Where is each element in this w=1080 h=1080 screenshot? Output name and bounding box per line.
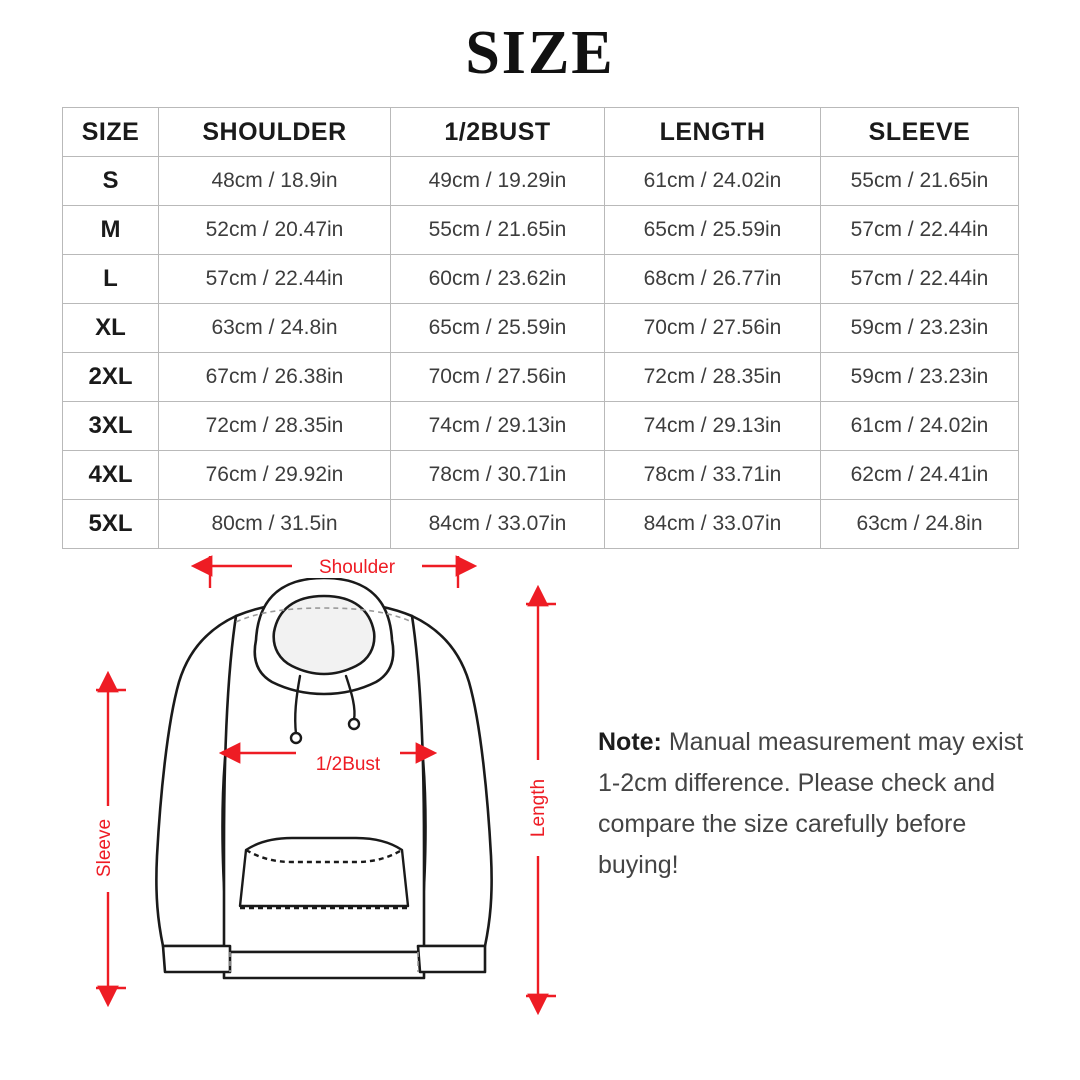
table-header (63, 108, 1019, 157)
note-text: Manual measurement may exist 1-2cm difference. Please check and compare the size carefully before buying! (598, 728, 1024, 879)
cell-size: 4XL (63, 451, 159, 500)
note-block (598, 722, 1028, 886)
cell-size: XL (63, 304, 159, 353)
cell-bust: 49cm / 19.29in (391, 157, 605, 206)
cell-bust: 84cm / 33.07in (391, 500, 605, 549)
measurement-diagram (60, 548, 590, 1018)
cell-bust: 65cm / 25.59in (391, 304, 605, 353)
hoodie-hood (255, 578, 393, 694)
table-header-row (63, 108, 1019, 157)
table-row (63, 500, 1019, 549)
cell-shoulder: 76cm / 29.92in (159, 451, 391, 500)
table-row (63, 353, 1019, 402)
cell-length: 70cm / 27.56in (605, 304, 821, 353)
cell-length: 74cm / 29.13in (605, 402, 821, 451)
cell-shoulder: 48cm / 18.9in (159, 157, 391, 206)
sleeve-label: Sleeve (94, 818, 115, 878)
cell-shoulder: 57cm / 22.44in (159, 255, 391, 304)
cell-bust: 60cm / 23.62in (391, 255, 605, 304)
cell-length: 68cm / 26.77in (605, 255, 821, 304)
cell-shoulder: 80cm / 31.5in (159, 500, 391, 549)
cell-shoulder: 63cm / 24.8in (159, 304, 391, 353)
table-row (63, 402, 1019, 451)
cell-sleeve: 57cm / 22.44in (821, 255, 1019, 304)
column-header-bust: 1/2BUST (391, 108, 605, 157)
cell-size: M (63, 206, 159, 255)
hoodie-illustration (60, 548, 590, 1018)
cell-length: 65cm / 25.59in (605, 206, 821, 255)
size-chart-table-container (62, 107, 1018, 549)
cell-bust: 74cm / 29.13in (391, 402, 605, 451)
cell-size: 2XL (63, 353, 159, 402)
cell-bust: 55cm / 21.65in (391, 206, 605, 255)
column-header-sleeve: SLEEVE (821, 108, 1019, 157)
bust-label: 1/2Bust (315, 754, 381, 775)
cell-size: 3XL (63, 402, 159, 451)
table-row (63, 206, 1019, 255)
cell-sleeve: 55cm / 21.65in (821, 157, 1019, 206)
table-row (63, 304, 1019, 353)
cell-sleeve: 59cm / 23.23in (821, 353, 1019, 402)
table-row (63, 451, 1019, 500)
column-header-size: SIZE (63, 108, 159, 157)
cell-size: S (63, 157, 159, 206)
table-row (63, 255, 1019, 304)
cell-shoulder: 67cm / 26.38in (159, 353, 391, 402)
cell-length: 72cm / 28.35in (605, 353, 821, 402)
cell-bust: 78cm / 30.71in (391, 451, 605, 500)
cell-bust: 70cm / 27.56in (391, 353, 605, 402)
cell-sleeve: 57cm / 22.44in (821, 206, 1019, 255)
cell-length: 84cm / 33.07in (605, 500, 821, 549)
cell-sleeve: 59cm / 23.23in (821, 304, 1019, 353)
shoulder-label: Shoulder (318, 557, 396, 578)
table-body (63, 157, 1019, 549)
size-chart-table (62, 107, 1019, 549)
column-header-shoulder: SHOULDER (159, 108, 391, 157)
table-row (63, 157, 1019, 206)
cell-sleeve: 63cm / 24.8in (821, 500, 1019, 549)
cell-length: 78cm / 33.71in (605, 451, 821, 500)
cell-sleeve: 62cm / 24.41in (821, 451, 1019, 500)
cell-sleeve: 61cm / 24.02in (821, 402, 1019, 451)
note-label: Note: (598, 728, 662, 756)
cell-length: 61cm / 24.02in (605, 157, 821, 206)
cell-size: L (63, 255, 159, 304)
column-header-length: LENGTH (605, 108, 821, 157)
cell-size: 5XL (63, 500, 159, 549)
length-label: Length (528, 778, 549, 838)
cell-shoulder: 52cm / 20.47in (159, 206, 391, 255)
cell-shoulder: 72cm / 28.35in (159, 402, 391, 451)
page-title: SIZE (465, 19, 615, 87)
